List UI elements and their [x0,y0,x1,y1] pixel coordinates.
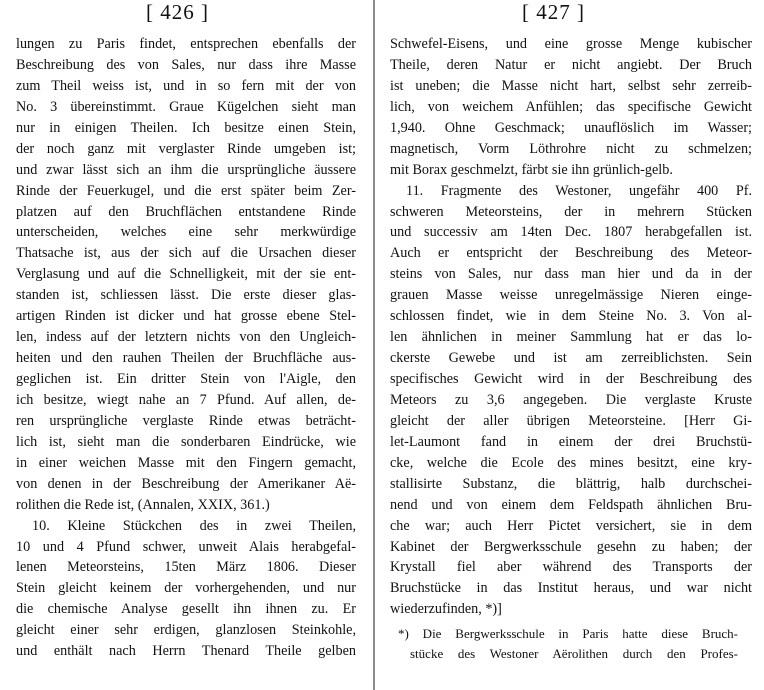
text-line: specifisches Gewicht wird in der Beschreibung des [390,371,752,387]
text-line: Beschreibung des von Sales, nur dass ihre Masse [16,56,356,73]
text-line: 10. Kleine Stückchen des in zwei Theilen, [32,517,356,534]
footnote-line: stücke des Westoner Aërolithen durch den Profes- [410,646,738,661]
text-line: und enthält nach Herrn Thenard Theile gelben [16,643,356,660]
text-line: lich ist, sieht man die sonderbaren Eindrücke, wie [16,433,356,450]
text-line: wiederzufinden, *)] [390,601,502,618]
text-line: ren ursprüngliche verglaste Rinde etwas beträcht- [16,412,356,429]
text-line: mit Borax geschmelzt, färbt sie ihn grünlich-gelb. [390,161,673,178]
text-line: heiten und den rauhen Theilen der Bruchfläche aus- [16,350,356,367]
text-line: die chemische Analyse gesellt ihn ihnen zu. Er [16,601,356,618]
page-number: [ 427 ] [522,0,585,24]
text-line: ist uneben; die Masse nicht hart, selbst sehr zerreib- [390,77,752,94]
text-line: gleicht einer sehr erdigen, glanzlosen Steinkohle, [16,622,356,639]
text-line: lenen Meteorsteins, 15ten März 1806. Dieser [16,559,356,576]
text-line: artigen Rinden ist dicker und hat grosse ebene Stel- [16,308,356,325]
page-body-text [16,34,356,662]
book-gutter [373,0,375,690]
text-line: ich besitze, wiegt nahe an 7 Pfund. Auf allen, de- [16,391,356,408]
text-line: Theile, deren Natur er nicht angiebt. Der Bruch [390,56,752,73]
text-line: 1,940. Ohne Geschmack; unauflöslich im Wasser; [390,119,752,136]
page-body-text [390,34,752,620]
text-line: cke, welche die Ecole des mines besitzt, eine kry- [390,454,752,471]
text-line: steins von Sales, nur dass man hier und da in der [390,266,752,283]
text-line: in einer weichen Masse mit den Fingern gemacht, [16,454,356,471]
text-line: nur in einigen Theilen. Ich besitze einen Stein, [16,119,356,136]
text-line: der noch ganz mit verglaster Rinde umgeben ist; [16,140,356,157]
text-line: schlossen findet, wie in dem Steine No. 3. Von al- [390,308,752,325]
text-line: grauen Masse weisse unregelmässige Nieren einge- [390,287,752,304]
text-line: Verglasung und auf die Schnelligkeit, mit der sie ent- [16,266,356,283]
text-line: zum Theil weiss ist, und in so fern mit der von [16,77,356,94]
text-line: standen ist, schliessen lässt. Die erste dieser glas- [16,287,356,304]
text-line: gleicht der aller übrigen Meteorsteine. [Herr Gi- [390,412,752,429]
footnote [398,624,738,664]
text-line: geglichen ist. Ein dritter Stein von l'Aigle, den [16,371,356,387]
text-line: lungen zu Paris findet, entsprechen ebenfalls der [16,36,356,52]
text-line: lich, von weichem Anfühlen; das specifische Gewicht [390,98,752,115]
text-line: Thatsache ist, aus der sich auf die Ursachen dieser [16,245,356,262]
text-line: unterscheiden, welches eine sehr merkwürdige [16,224,356,241]
text-line: let-Laumont fand in einem der drei Bruchstü- [390,433,752,450]
text-line: Schwefel-Eisens, und eine grosse Menge kubischer [390,36,752,52]
text-line: Auch er entspricht der Beschreibung des Meteor- [390,245,752,262]
text-line: nend und von einem dem Feldspath ähnlichen Bru- [390,496,752,513]
text-line: Stein gleicht keinem der vorhergehenden, und nur [16,580,356,597]
text-line: stallisirte Substanz, die blättrig, halb durchschei- [390,475,752,492]
text-line: Kabinet der Bergwerksschule gesehn zu haben; der [390,538,752,555]
text-line: len, indess auf der letztern nichts von den Ungleich- [16,329,356,346]
page-number: [ 426 ] [146,0,209,24]
text-line: Krystall fiel aber während des Transports der [390,559,752,576]
text-line: 10 und 4 Pfund schwer, unweit Alais herabgefal- [16,538,356,555]
right-page [382,0,764,690]
text-line: von denen in der Beschreibung der Amerikaner Aë- [16,475,356,492]
footnote-line: *) Die Bergwerksschule in Paris hatte diese Bruch- [398,626,738,641]
text-line: Meteors zu 3,6 angegeben. Die verglaste Kruste [390,391,752,408]
text-line: Rinde der Feuerkugel, und die erst später beim Zer- [16,182,356,199]
text-line: schweren Meteorsteins, der in mehrern Stücken [390,203,752,220]
text-line: No. 3 übereinstimmt. Graue Kügelchen sieht man [16,98,356,115]
text-line: platzen auf den Bruchflächen entstandene Rinde [16,203,356,220]
text-line: rolithen die Rede ist, (Annalen, XXIX, 361.) [16,496,270,513]
text-line: ckerste Gewebe und ist am zerreiblichsten. Sein [390,350,752,367]
text-line: che war; auch Herr Pictet versichert, sie in dem [390,517,752,534]
text-line: und successiv am 14ten Dec. 1807 herabgefallen ist. [390,224,752,241]
text-line: magnetisch, Vorm Löthrohre nicht zu schmelzen; [390,140,752,157]
text-line: 11. Fragmente des Westoner, ungefähr 400 Pf. [406,182,752,199]
left-page [0,0,370,690]
text-line: Bruchstücke in das Institut heraus, und war nicht [390,580,752,597]
text-line: len ähnlichen in meiner Sammlung hat er das lo- [390,329,752,346]
text-line: und zwar lässt sich an ihm die ursprüngliche äussere [16,161,356,178]
